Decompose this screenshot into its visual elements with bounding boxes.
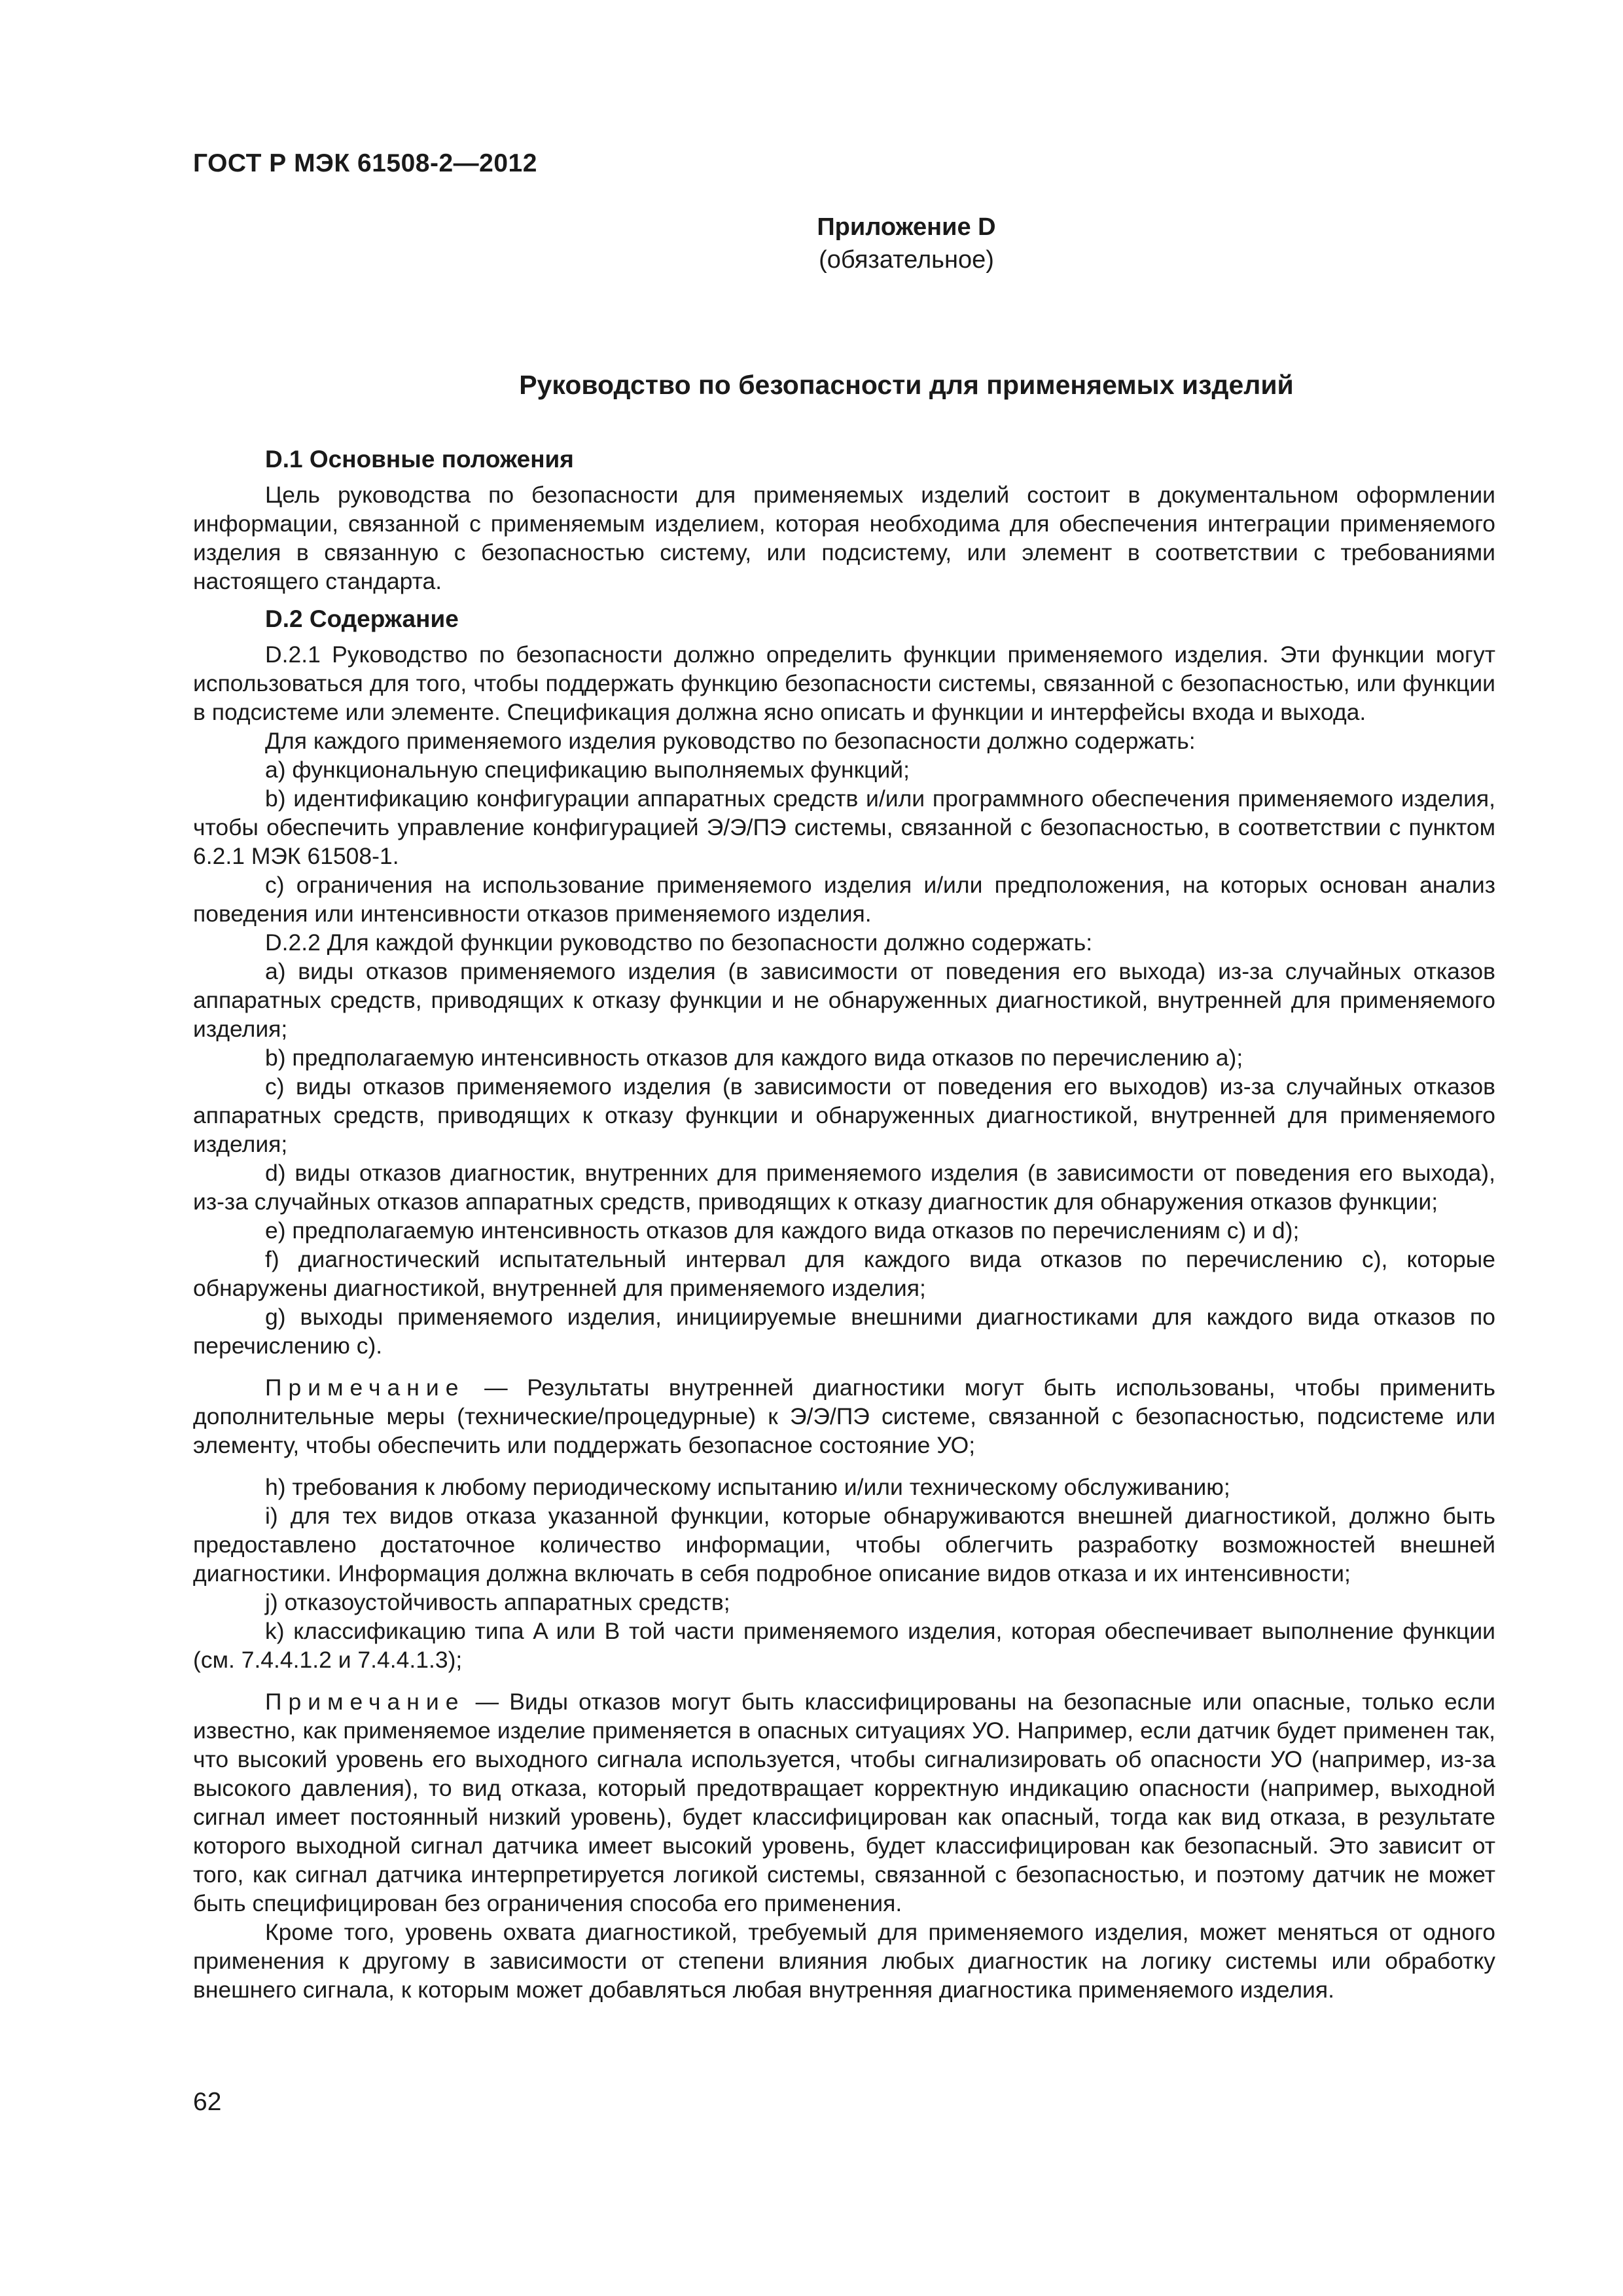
document-page <box>193 0 1495 2296</box>
list-item: f) диагностический испытательный интервал для каждого вида отказов по перечислению c), которые обнаружены диагностикой, внутренней для применяемого изделия; <box>193 1246 1495 1301</box>
document-title: Руководство по безопасности для применяемых изделий <box>519 370 1294 400</box>
page-number: 62 <box>193 2088 222 2116</box>
note-label: Примечание <box>265 1689 465 1715</box>
list-item: g) выходы применяемого изделия, инициируемые внешними диагностиками для каждого вида отказов по перечислению c). <box>193 1304 1495 1359</box>
note-text: — Виды отказов могут быть классифицированы на безопасные или опасные, только если известно, как применяемое изделие применяется в опасных ситуациях УО. Например, если датчик будет применен так, что высокий уровень его выходного сигнала используется, чтобы сигнализировать об опасности УО (например, из-за высокого давления), то вид отказа, который предотвращает корректную индикацию опасности (например, выходной сигнал имеет постоянный низкий уровень), будет классифицирован как опасный, тогда как вид отказа, в результате которого выходной сигнал датчика имеет высокий уровень, будет классифицирован как безопасный. Это зависит от того, как сигнал датчика интерпретируется логикой системы, связанной с безопасностью, и поэтому датчик не может быть специфицирован без ограничения способа его применения. <box>193 1689 1495 1916</box>
list-item: h) требования к любому периодическому испытанию и/или техническому обслуживанию; <box>265 1474 1230 1500</box>
paragraph: Цель руководства по безопасности для применяемых изделий состоит в документальном оформлении информации, связанной с применяемым изделием, которая необходима для обеспечения интеграции применяемого изделия в связанную с безопасностью систему, или подсистему, или элемент в соответствии с требованиями настоящего стандарта. <box>193 482 1495 594</box>
paragraph: D.2.2 Для каждой функции руководство по безопасности должно содержать: <box>265 929 1093 956</box>
list-item: a) функциональную спецификацию выполняемых функций; <box>265 757 910 783</box>
list-item: c) виды отказов применяемого изделия (в зависимости от поведения его выходов) из-за случайных отказов аппаратных средств, приводящих к отказу функции и обнаруженных диагностикой, внутренней для применяемого изделия; <box>193 1073 1495 1157</box>
list-item: b) предполагаемую интенсивность отказов для каждого вида отказов по перечислению a); <box>265 1045 1243 1071</box>
standard-header: ГОСТ Р МЭК 61508-2—2012 <box>193 149 537 177</box>
list-item: e) предполагаемую интенсивность отказов для каждого вида отказов по перечислениям c) и d); <box>265 1217 1300 1244</box>
annex-block <box>193 211 1495 276</box>
list-item: k) классификацию типа A или B той части применяемого изделия, которая обеспечивает выполнение функции (см. 7.4.4.1.2 и 7.4.4.1.3); <box>193 1618 1495 1673</box>
annex-title: Приложение D <box>817 213 996 241</box>
note-1 <box>193 1373 1495 1460</box>
paragraph: Кроме того, уровень охвата диагностикой, требуемый для применяемого изделия, может меняться от одного применения к другому в зависимости от степени влияния любых диагностик на логику системы или обработку внешнего сигнала, к которым может добавляться любая внутренняя диагностика применяемого изделия. <box>193 1919 1495 2003</box>
section-heading-d1: D.1 Основные положения <box>265 446 574 473</box>
list-item: b) идентификацию конфигурации аппаратных средств и/или программного обеспечения применяемого изделия, чтобы обеспечить управление конфигурацией Э/Э/ПЭ системы, связанной с безопасностью, в соответствии с пунктом 6.2.1 МЭК 61508-1. <box>193 785 1495 869</box>
list-item: a) виды отказов применяемого изделия (в зависимости от поведения его выхода) из-за случайных отказов аппаратных средств, приводящих к отказу функции и не обнаруженных диагностикой, внутренней для применяемого изделия; <box>193 958 1495 1042</box>
note-text: — Результаты внутренней диагностики могут быть использованы, чтобы применить дополнительные меры (технические/процедурные) к Э/Э/ПЭ системе, связанной с безопасностью, подсистеме или элементу, чтобы обеспечить или поддержать безопасное состояние УО; <box>193 1374 1495 1458</box>
paragraph: Для каждого применяемого изделия руководство по безопасности должно содержать: <box>265 728 1196 754</box>
list-item: j) отказоустойчивость аппаратных средств; <box>265 1589 730 1615</box>
list-item: i) для тех видов отказа указанной функции, которые обнаруживаются внешней диагностикой, должно быть предоставлено достаточное количество информации, чтобы облегчить разработку возможностей внешней диагностики. Информация должна включать в себя подробное описание видов отказа и их интенсивности; <box>193 1503 1495 1587</box>
annex-status: (обязательное) <box>819 246 994 274</box>
note-2 <box>193 1687 1495 1918</box>
note-label: Примечание <box>265 1374 465 1401</box>
list-item: c) ограничения на использование применяемого изделия и/или предположения, на которых основан анализ поведения или интенсивности отказов применяемого изделия. <box>193 872 1495 927</box>
paragraph: D.2.1 Руководство по безопасности должно определить функции применяемого изделия. Эти функции могут использоваться для того, чтобы поддержать функцию безопасности системы, связанной с безопасностью, или функции в подсистеме или элементе. Спецификация должна ясно описать и функции и интерфейсы входа и выхода. <box>193 641 1495 725</box>
section-heading-d2: D.2 Содержание <box>265 605 459 632</box>
list-item: d) виды отказов диагностик, внутренних для применяемого изделия (в зависимости от поведения его выхода), из-за случайных отказов аппаратных средств, приводящих к отказу диагностик для обнаружения отказов функции; <box>193 1160 1495 1215</box>
document-body <box>193 445 1495 2004</box>
